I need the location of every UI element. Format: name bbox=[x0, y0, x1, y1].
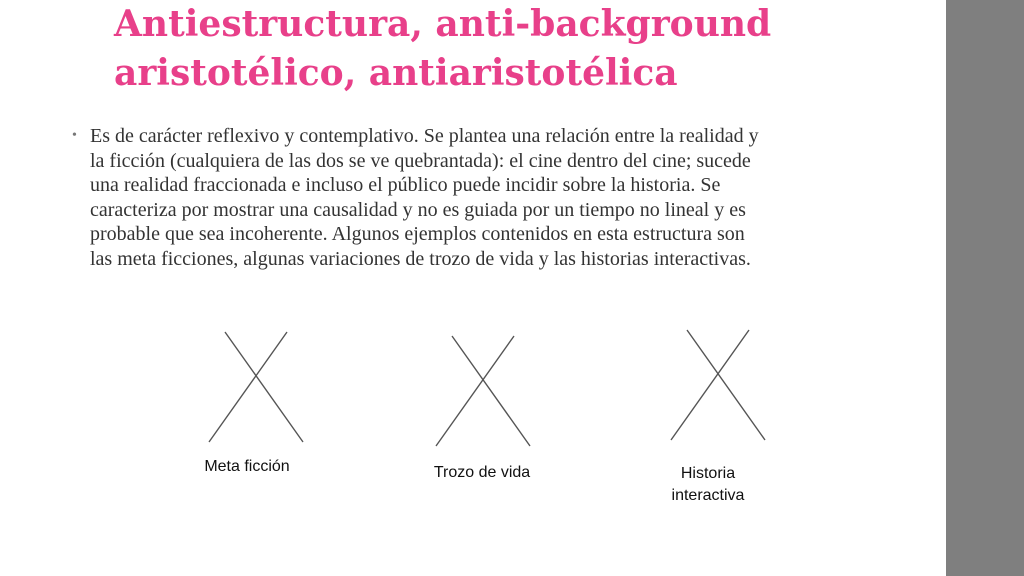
bullet-paragraph bbox=[90, 124, 935, 271]
cross-diagram-trozo-de-vida bbox=[432, 332, 534, 450]
caption-trozo-de-vida bbox=[418, 462, 546, 484]
caption-historia-interactiva bbox=[652, 463, 764, 507]
cross-lines-graphic bbox=[205, 328, 307, 446]
cross-diagram-historia-interactiva bbox=[667, 326, 769, 444]
right-sidebar-panel bbox=[946, 0, 1024, 576]
bullet-dot-icon: • bbox=[72, 128, 77, 143]
cross-lines-graphic bbox=[432, 332, 534, 450]
cross-line-left bbox=[687, 330, 765, 440]
cross-line-right bbox=[209, 332, 287, 442]
bullet-line: la ficción (cualquiera de las dos se ve quebrantada): el cine dentro del cine; sucede bbox=[90, 149, 751, 172]
bullet-line: las meta ficciones, algunas variaciones de trozo de vida y las historias interactivas. bbox=[90, 247, 751, 270]
cross-line-left bbox=[452, 336, 530, 446]
bullet-line: una realidad fraccionada e incluso el público puede incidir sobre la historia. Se bbox=[90, 174, 721, 196]
bullet-line: Es de carácter reflexivo y contemplativo. Se plantea una relación entre la realidad y bbox=[90, 125, 759, 147]
cross-diagram-meta-ficcion bbox=[205, 328, 307, 446]
cross-line-right bbox=[436, 336, 514, 446]
cross-line-right bbox=[671, 330, 749, 440]
caption-line: Meta ficción bbox=[204, 458, 290, 475]
bullet-line: caracteriza por mostrar una causalidad y no es guiada por un tiempo no lineal y es bbox=[90, 198, 746, 221]
caption-line: interactiva bbox=[671, 487, 745, 504]
cross-line-left bbox=[225, 332, 303, 442]
cross-lines-graphic bbox=[667, 326, 769, 444]
slide-title bbox=[114, 0, 934, 98]
title-line-1: Antiestructura, anti-background bbox=[114, 3, 772, 45]
bullet-line: probable que sea incoherente. Algunos ejemplos contenidos en esta estructura son bbox=[90, 223, 745, 245]
caption-line: Historia bbox=[680, 465, 736, 482]
caption-meta-ficcion bbox=[186, 456, 308, 478]
caption-line: Trozo de vida bbox=[433, 464, 531, 481]
title-line-2: aristotélico, antiaristotélica bbox=[114, 52, 678, 94]
